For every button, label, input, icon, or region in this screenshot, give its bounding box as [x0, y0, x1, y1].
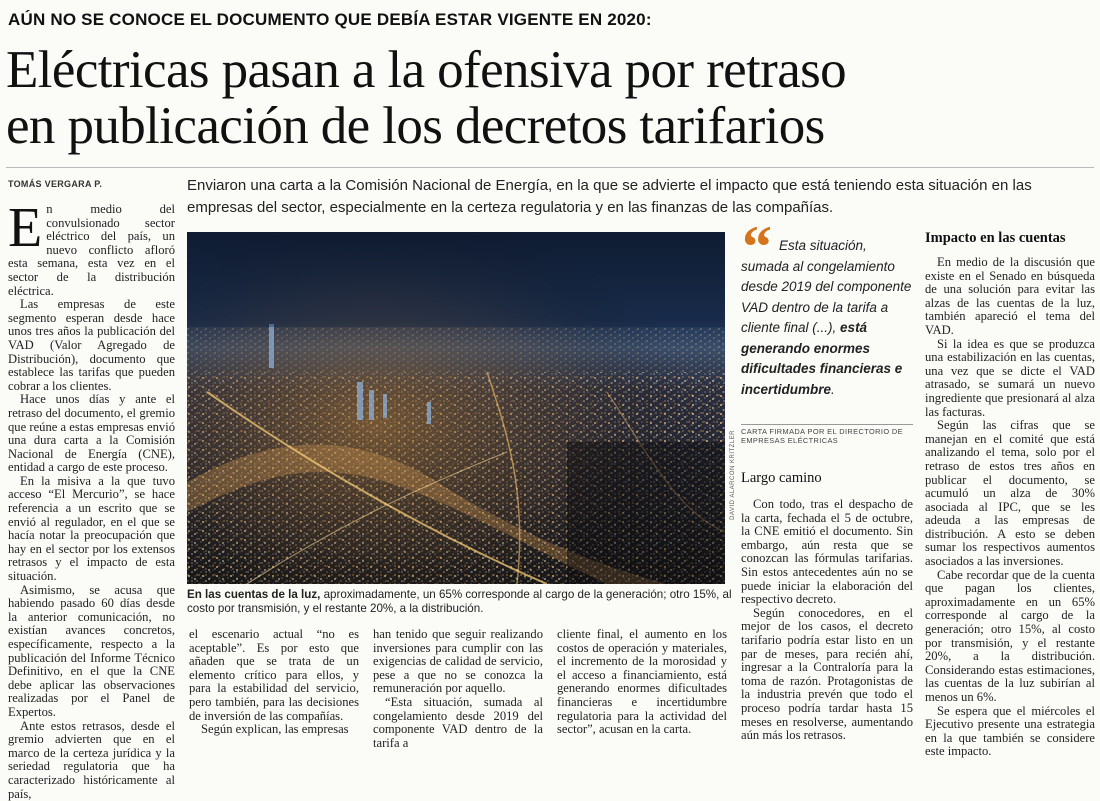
paragraph: Si la idea es que se produzca una estabilización en las cuentas, una vez que se dicte el VAD atrasado, se sumará un nuevo ingrediente que presionará al alza las facturas. [925, 336, 1095, 419]
pull-quote-source: CARTA FIRMADA POR EL DIRECTORIO DE EMPRESAS ELÉCTRICAS [741, 424, 913, 445]
paragraph: Cabe recordar que de la cuenta que pagan los clientes, aproximadamente en un 65% corresponde al cargo de la generación; otro 15%, al costo por transmisión, y el restante 20%, a la distribución. Considerando estas estimaciones, las cuentas de la luz subirían al menos un 6%. [925, 567, 1095, 704]
divider [6, 167, 1094, 168]
paragraph: Las empresas de este segmento esperan desde hace unos tres años la publicación del VAD (Valor Agregado de Distribución), documento que establece las tarifas que pueden cobrar a los clientes. [8, 297, 175, 393]
paragraph: Asimismo, se acusa que habiendo pasado 60 días desde la anterior comunicación, no existían avances concretos, específicamente, respecto a la publicación del Informe Técnico Definitivo, en el que la CNE debe aplicar las observaciones realizadas por el Panel de Expertos. [8, 582, 175, 719]
quote-icon: “ [742, 214, 772, 280]
headline [6, 42, 1096, 154]
drop-cap: E [8, 197, 43, 259]
lead-paragraph: Enviaron una carta a la Comisión Nacional de Energía, en la que se advierte el impacto que está teniendo esta situación en las empresas del sector, especialmente en la certeza regulatoria y en las finanzas de las compañías. [187, 177, 1032, 216]
paragraph: En medio de la discusión que existe en el Senado en búsqueda de una solución para evitar las alzas de las cuentas de la luz, también apareció el tema del VAD. [925, 255, 1095, 337]
city-night-photo-image [187, 232, 725, 584]
paragraph: han tenido que seguir realizando inversiones para cumplir con las exigencias de calidad de servicio, pese a que no se conozca la remuneración por aquello. [373, 627, 543, 696]
headline-line-1: Eléctricas pasan a la ofensiva por retraso [6, 41, 847, 99]
column-1 [8, 197, 175, 801]
photo-credit: DAVID ALARCÓN KRITZLER [730, 430, 736, 520]
paragraph: En medio del convulsionado sector eléctrico del país, un nuevo conflicto afloró esta semana, esta vez en el sector de la distribución eléctrica. [8, 197, 175, 298]
paragraph: Según conocedores, en el mejor de los casos, el decreto tarifario podría estar listo en un par de meses, para recién ahí, ingresar a la Contraloría para la toma de razón. Protagonistas de la industria prevén que todo el proceso podría tardar hasta 15 meses en resolverse, aumentando aún más los retrasos. [741, 605, 913, 743]
caption-text: aproximadamente, un 65% corresponde al cargo de la generación; otro 15%, al costo por transmisión, y el restante 20%, a la distribución. [187, 588, 732, 615]
subhead-impacto: Impacto en las cuentas [925, 230, 1066, 246]
city-night-photo [187, 232, 725, 584]
column-2 [189, 628, 359, 737]
column-5 [741, 498, 913, 743]
column-3 [373, 628, 543, 750]
column-6 [925, 256, 1095, 759]
byline: TOMÁS VERGARA P. [8, 179, 103, 189]
headline-line-2: en publicación de los decretos tarifarios [6, 97, 825, 155]
paragraph: Ante estos retrasos, desde el gremio advierten que en el marco de la certeza jurídica y la seriedad regulatoria que ha caracterizado históricamente al país, [8, 718, 175, 801]
paragraph: Con todo, tras el despacho de la carta, fechada el 5 de octubre, la CNE emitió el documento. Sin embargo, aún resta que se conozcan las fórmulas tarifarias. Sin estos antecedentes aún no se puede iniciar la elaboración del respectivo decreto. [741, 497, 913, 607]
paragraph: Según explican, las empresas [201, 722, 349, 737]
paragraph: el escenario actual “no es aceptable”. Es por esto que añaden que se trata de un elemento crítico para ellos, y para la estabilidad del servicio, pero también, para las decisiones de inversión de las compañías. [189, 627, 359, 723]
column-4 [557, 628, 727, 737]
paragraph: Según las cifras que se manejan en el comité que está analizando el tema, solo por el retraso de estos tres años en publicar el documento, se acumuló un alza de 30% asociada al IPC, que se les adeuda a las empresas de distribución. A esto se deben sumar los respectivos aumentos asociados a las inversiones. [925, 418, 1095, 569]
pull-quote-text: Esta situación, sumada al congelamiento desde 2019 del componente VAD dentro de la tarifa a cliente final (...), [741, 238, 912, 335]
photo-caption [187, 588, 732, 616]
pull-quote-bold: está generando enormes dificultades financieras e incertidumbre [741, 320, 903, 397]
paragraph: En la misiva a la que tuvo acceso “El Mercurio”, se hace referencia a un escrito que se envió al regulador, en el que se hacía notar la preocupación que hay en el sector por los extensos retrasos y el impacto de esta situación. [8, 473, 175, 584]
paragraph: Se espera que el miércoles el Ejecutivo presente una estrategia en la que también se considere este impacto. [925, 703, 1095, 759]
paragraph: cliente final, el aumento en los costos de operación y materiales, el incremento de la morosidad y el acceso a financiamiento, está generando enormes dificultades financieras e incertidumbre regulatoria para la actividad del sector”, acusan en la carta. [557, 627, 727, 737]
kicker: AÚN NO SE CONOCE EL DOCUMENTO QUE DEBÍA ESTAR VIGENTE EN 2020: [8, 10, 652, 29]
pull-quote: Esta situación, sumada al congelamiento desde 2019 del componente VAD dentro de la tarifa a cliente final (...), está generando enormes dificultades financieras e incertidumbre. [741, 238, 912, 397]
paragraph: “Esta situación, sumada al congelamiento desde 2019 del componente VAD dentro de la tarifa a [373, 694, 543, 750]
caption-lead: En las cuentas de la luz, [187, 588, 321, 601]
paragraph: Hace unos días y ante el retraso del documento, el gremio que reúne a estas empresas envió una dura carta a la Comisión Nacional de Energía (CNE), entidad a cargo de este proceso. [8, 392, 175, 475]
subhead-largo-camino: Largo camino [741, 470, 822, 486]
